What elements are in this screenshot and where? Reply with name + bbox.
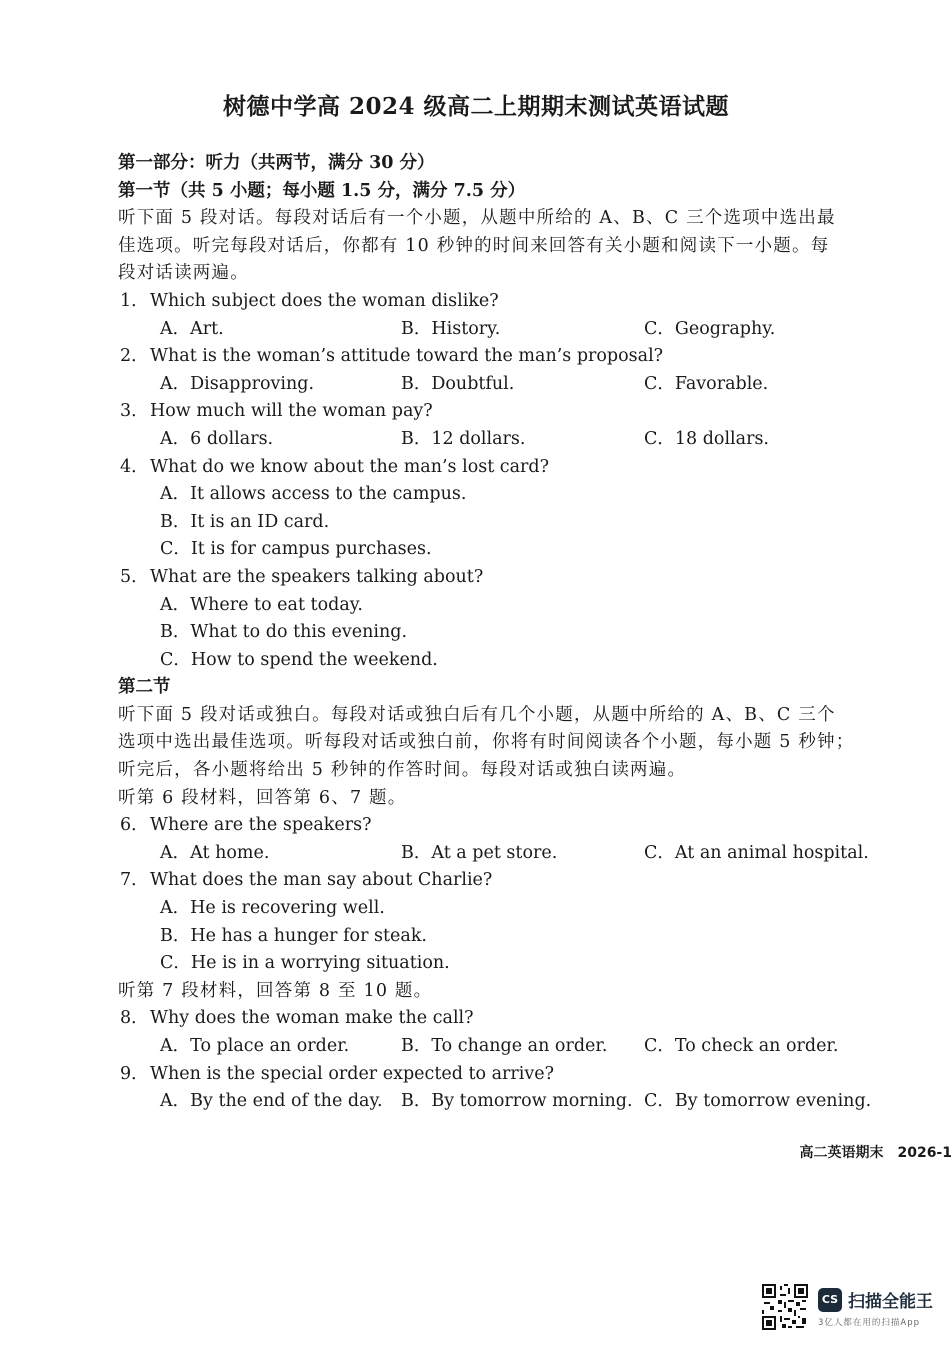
question (118, 288, 893, 316)
option-a: A．It allows access to the campus. (160, 484, 467, 505)
option-a: A．To place an order. (160, 1036, 350, 1056)
option-c: C．By tomorrow evening. (644, 1091, 872, 1112)
question-text: What are the speakers talking about? (150, 566, 484, 587)
question-text: What do we know about the man’s lost card? (150, 456, 549, 477)
section2-heading: 第二节 (118, 677, 171, 698)
option-b: B．Doubtful. (401, 373, 515, 394)
question (118, 812, 893, 840)
option-a: A．Art. (160, 318, 224, 339)
options-row (118, 426, 893, 454)
option-c: C．To check an order. (644, 1036, 839, 1056)
question-number: 5． (120, 566, 149, 587)
question-text: What does the man say about Charlie? (150, 870, 493, 891)
option-a: A．By the end of the day. (160, 1091, 383, 1112)
options-row (118, 1033, 893, 1061)
question (118, 1061, 893, 1089)
option-b: B．He has a hunger for steak. (160, 925, 427, 946)
option-b: B．By tomorrow morning. (401, 1091, 633, 1112)
question-text: Which subject does the woman dislike? (150, 290, 499, 311)
question (118, 454, 893, 482)
camscanner-logo: CS (818, 1288, 842, 1312)
question-number: 6． (120, 815, 149, 836)
options-row (118, 371, 893, 399)
section1-heading: 第一节（共 5 小题；每小题 1.5 分，满分 7.5 分） (118, 180, 526, 201)
option-b: B．It is an ID card. (160, 511, 330, 532)
scanner-app-name: 扫描全能王 (848, 1292, 933, 1312)
option-c: C．Favorable. (644, 373, 769, 394)
question-text: What is the woman’s attitude toward the man’s proposal? (150, 346, 664, 367)
section1-instruction: 佳选项。听完每段对话后，你都有 10 秒钟的时间来回答有关小题和阅读下一小题。每 (118, 235, 830, 256)
question-number: 9． (120, 1063, 149, 1084)
exam-content (118, 150, 893, 1116)
question-number: 3． (120, 401, 149, 422)
option-b: B．12 dollars. (401, 428, 526, 449)
option-a: A．Where to eat today. (160, 594, 363, 615)
question (118, 398, 893, 426)
options-row (118, 840, 893, 868)
question-text: Where are the speakers? (150, 815, 372, 836)
question (118, 867, 893, 895)
question (118, 343, 893, 371)
option-c: C．It is for campus purchases. (160, 539, 432, 560)
option-b: B．History. (401, 318, 501, 339)
section1-instruction: 段对话读两遍。 (118, 263, 249, 284)
option-c: C．Geography. (644, 318, 776, 339)
question-text: How much will the woman pay? (150, 401, 433, 422)
option-a: A．At home. (160, 842, 270, 863)
section2-instruction: 选项中选出最佳选项。听每段对话或独白前，你将有时间阅读各个小题，每小题 5 秒钟； (118, 732, 855, 753)
part1-heading: 第一部分：听力（共两节，满分 30 分） (118, 153, 435, 173)
footer-date: 2026-1 (897, 1145, 952, 1161)
section2-instruction: 听完后，各小题将给出 5 秒钟的作答时间。每段对话或独白读两遍。 (118, 760, 687, 781)
question-text: Why does the woman make the call? (150, 1008, 474, 1029)
qr-code-icon (762, 1284, 808, 1330)
page-title: 树德中学高 2024 级高二上期期末测试英语试题 (222, 93, 730, 120)
scanner-tagline: 3亿人都在用的扫描App (818, 1318, 921, 1328)
page-footer (785, 1142, 952, 1162)
option-b: B．At a pet store. (401, 842, 558, 863)
material-note: 听第 7 段材料，回答第 8 至 10 题。 (118, 980, 433, 1001)
section2-instruction: 听下面 5 段对话或独白。每段对话或独白后有几个小题，从题中所给的 A、B、C 三个 (118, 704, 836, 725)
option-a: A．He is recovering well. (160, 898, 385, 919)
question-text: When is the special order expected to arrive? (150, 1063, 554, 1084)
option-b: B．What to do this evening. (160, 622, 408, 643)
question-number: 7． (120, 870, 149, 891)
footer-subject: 高二英语期末 (799, 1145, 884, 1161)
question-number: 2． (120, 346, 149, 367)
question-number: 8． (120, 1008, 149, 1029)
option-c: C．At an animal hospital. (644, 842, 869, 863)
options-row (118, 1088, 893, 1116)
option-a: A．6 dollars. (160, 428, 274, 449)
material-note: 听第 6 段材料，回答第 6、7 题。 (118, 787, 407, 808)
option-a: A．Disapproving. (160, 373, 315, 394)
options-row (118, 316, 893, 344)
section1-instruction: 听下面 5 段对话。每段对话后有一个小题，从题中所给的 A、B、C 三个选项中选出最 (118, 208, 836, 229)
scanner-watermark (762, 1284, 942, 1332)
question (118, 1005, 893, 1033)
question-number: 1． (120, 290, 149, 311)
option-b: B．To change an order. (401, 1036, 608, 1056)
option-c: C．He is in a worrying situation. (160, 953, 450, 974)
question-number: 4． (120, 456, 149, 477)
question (118, 564, 893, 592)
option-c: C．How to spend the weekend. (160, 649, 438, 670)
option-c: C．18 dollars. (644, 428, 769, 449)
